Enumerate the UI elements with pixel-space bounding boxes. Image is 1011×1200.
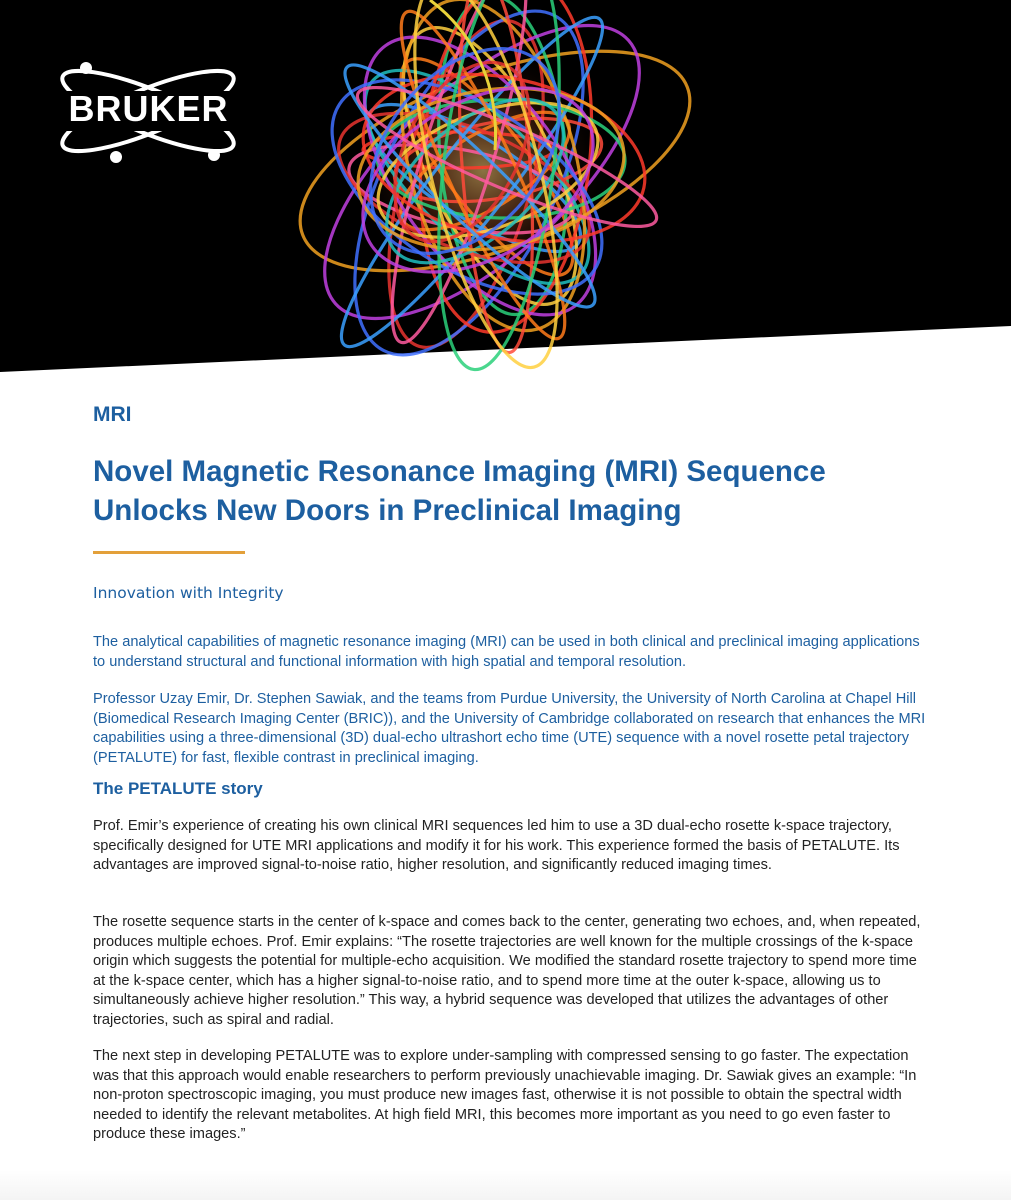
body-paragraph: The next step in developing PETALUTE was to explore under-sampling with compressed sensing to go faster. The expectation was that this approach would enable researchers to perform previously unachievable imaging. Dr. Sawiak gives an example: “In non-proton spectroscopic imaging, you must produce new images fast, otherwise it is not possible to obtain the spectral width needed to identify the relevant metabolites. At high field MRI, this becomes more important as you need to go even faster to produce these images.”: [93, 1048, 917, 1142]
bruker-logo: [46, 55, 251, 167]
intro-paragraph-2: Professor Uzay Emir, Dr. Stephen Sawiak, and the teams from Purdue University, the University of North Carolina at Chapel Hill (Biomedical Research Imaging Center (BRIC)), and the University of Cambridge collaborated on research that enhances the MRI capabilities using a three-dimensional (3D) dual-echo ultrashort echo time (UTE) sequence with a novel rosette petal trajectory (PETALUTE) for fast, flexible contrast in preclinical imaging.: [93, 691, 926, 766]
body-paragraph: The rosette sequence starts in the center of k-space and comes back to the center, generating two echoes, and, when repeated, produces multiple echoes. Prof. Emir explains: “The rosette trajectories are well known for the multiple crossings of the k-space origin which suggests the potential for multiple-echo acquisition. We modified the standard rosette trajectory to spend more time at the k-space center, which has a higher signal-to-noise ratio, and to spend more time at the outer k-space, allowing us to simultaneously achieve higher resolution.” This way, a hybrid sequence was developed that utilizes the advantages of other trajectories, such as spiral and radial.: [93, 914, 921, 1028]
body-paragraph: Prof. Emir’s experience of creating his own clinical MRI sequences led him to use a 3D dual-echo rosette k-space trajectory, specifically designed for UTE MRI applications and modify it for his work. This experience formed the basis of PETALUTE. Its advantages are improved signal-to-noise ratio, higher resolution, and significantly reduced imaging times.: [93, 818, 900, 873]
category-label: MRI: [93, 403, 132, 426]
accent-divider: [93, 551, 245, 554]
logo-wordmark: BRUKER: [68, 88, 229, 129]
page-footer-shade: [0, 1170, 1011, 1200]
intro-paragraph-1: The analytical capabilities of magnetic resonance imaging (MRI) can be used in both clinical and preclinical imaging applications to understand structural and functional information with high spatial and temporal resolution.: [93, 634, 920, 670]
section-heading: The PETALUTE story: [93, 779, 263, 798]
tagline: Innovation with Integrity: [93, 584, 284, 602]
page-title: Novel Magnetic Resonance Imaging (MRI) Sequence Unlocks New Doors in Preclinical Imaging: [93, 455, 826, 527]
